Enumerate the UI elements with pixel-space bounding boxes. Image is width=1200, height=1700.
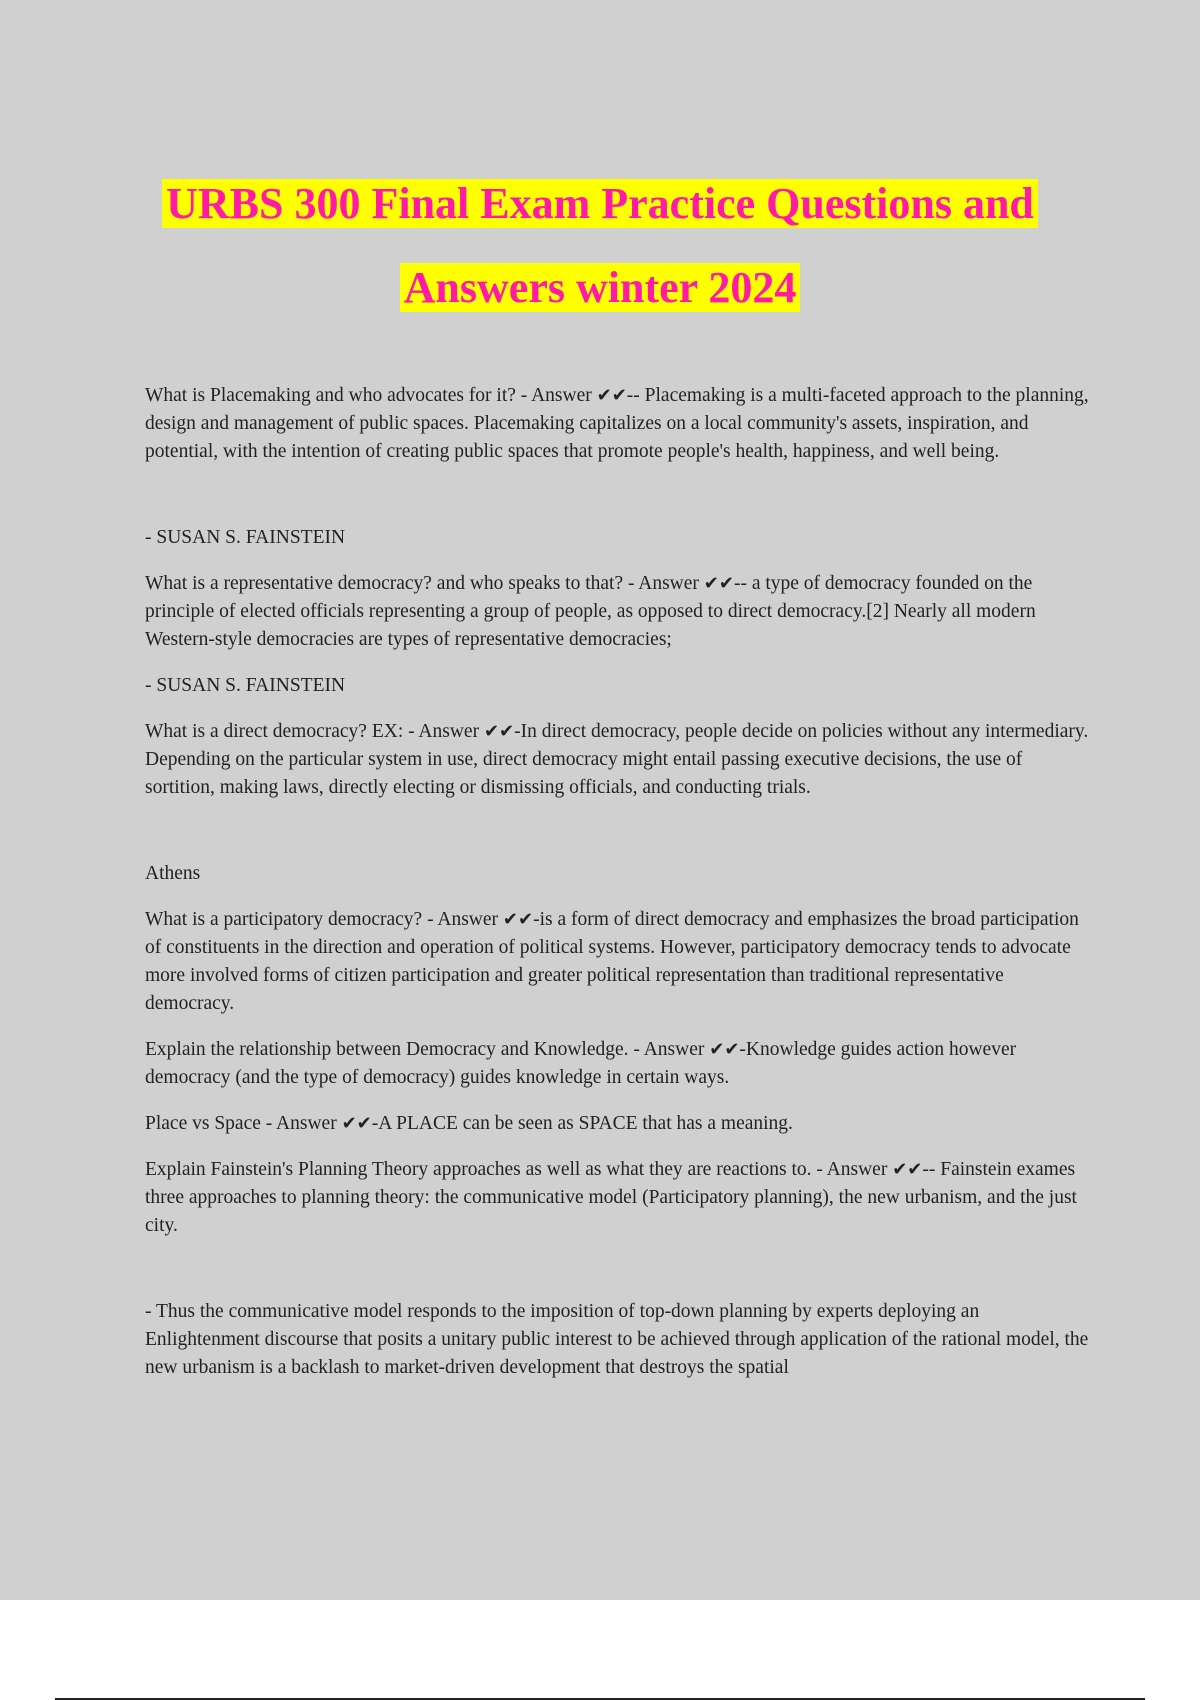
check-icon: ✔✔: [502, 909, 534, 930]
title-line-2: Answers winter 2024: [400, 263, 801, 312]
document-title: [0, 162, 1200, 330]
qa-paragraph: What is a participatory democracy? - Answer ✔✔-is a form of direct democracy and emphasizes the broad participation of constituents in the direction and operation of political systems. However, participatory democracy tends to advocate more involved forms of citizen participation and greater political representation than traditional representative democracy.: [145, 909, 1079, 1014]
title-line-1: URBS 300 Final Exam Practice Questions and: [162, 179, 1038, 228]
qa-paragraph: What is a direct democracy? EX: - Answer ✔✔-In direct democracy, people decide on policies without any intermediary. Depending on the particular system in use, direct democracy might entail passing executive decisions, the use of sortition, making laws, directly electing or dismissing officials, and conducting trials.: [145, 721, 1089, 798]
qa-paragraph: Explain Fainstein's Planning Theory approaches as well as what they are reactions to. - Answer ✔✔-- Fainstein exames three approaches to planning theory: the communicative model (Participatory planning), the new urbanism, and the just city.: [145, 1159, 1077, 1236]
check-icon: ✔✔: [596, 385, 627, 406]
check-icon: ✔✔: [703, 573, 734, 594]
check-icon: ✔✔: [709, 1039, 740, 1060]
qa-paragraph: Place vs Space - Answer ✔✔-A PLACE can be seen as SPACE that has a meaning.: [145, 1113, 793, 1134]
source-note: - SUSAN S. FAINSTEIN: [145, 675, 346, 696]
qa-paragraph: What is Placemaking and who advocates for it? - Answer ✔✔-- Placemaking is a multi-faceted approach to the planning, design and management of public spaces. Placemaking capitalizes on a local community's assets, inspiration, and potential, with the intention of creating public spaces that promote people's health, happiness, and well being.: [145, 385, 1089, 462]
qa-paragraph: Explain the relationship between Democracy and Knowledge. - Answer ✔✔-Knowledge guides action however democracy (and the type of democracy) guides knowledge in certain ways.: [145, 1039, 1017, 1088]
example-note: Athens: [145, 863, 201, 884]
check-icon: ✔✔: [892, 1159, 923, 1180]
continuation-paragraph: - Thus the communicative model responds to the imposition of top-down planning by experts deploying an Enlightenment discourse that posits a unitary public interest to be achieved through application of the rational model, the new urbanism is a backlash to market-driven development that destroys the spatial: [145, 1301, 1089, 1378]
check-icon: ✔✔: [483, 721, 515, 742]
check-icon: ✔✔: [341, 1113, 372, 1134]
qa-paragraph: What is a representative democracy? and who speaks to that? - Answer ✔✔-- a type of democracy founded on the principle of elected officials representing a group of people, as opposed to direct democracy.[2] Nearly all modern Western-style democracies are types of representative democracies;: [145, 573, 1036, 650]
source-note: - SUSAN S. FAINSTEIN: [145, 527, 346, 548]
document-body: [145, 382, 1090, 1400]
